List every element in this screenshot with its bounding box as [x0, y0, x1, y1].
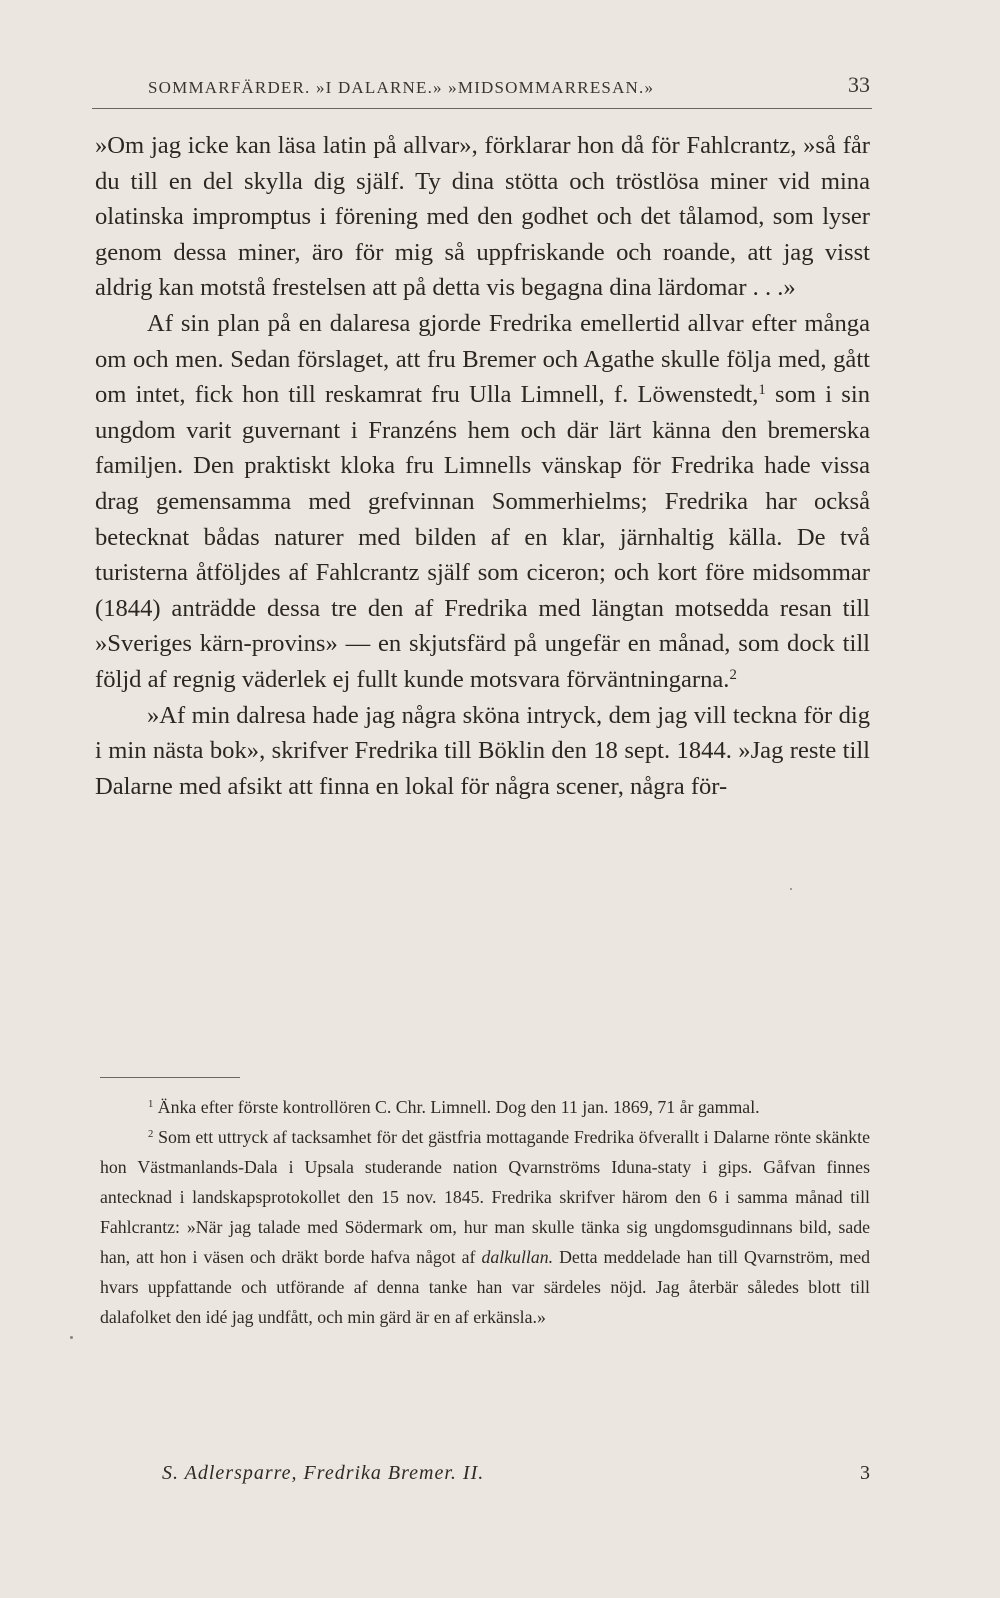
page-number: 33	[848, 72, 870, 97]
footnotes	[100, 1092, 870, 1332]
running-title: SOMMARFÄRDER. »I DALARNE.» »MIDSOMMARRESAN.»	[148, 78, 655, 97]
footnote-1-mark: 1	[148, 1098, 154, 1111]
paragraph-3: »Af min dalresa hade jag några sköna intryck, dem jag vill teckna för dig i min nästa bok», skrifver Fredrika till Böklin den 18 sept. 1844. »Jag reste till Dalarne med afsikt att finna en lokal för några scener, några för-	[95, 701, 870, 800]
footnote-rule	[100, 1077, 240, 1078]
signature-text: S. Adlersparre, Fredrika Bremer. II.	[162, 1462, 485, 1484]
main-text	[95, 128, 870, 804]
footnote-ref-2: 2	[729, 666, 737, 683]
paper-speck	[70, 1336, 73, 1339]
footnote-2-text: Som ett uttryck af tacksamhet för det gästfria mottagande Fredrika öfverallt i Dalarne rönte skänkte hon Västmanlands-Dala i Upsala studerande nation Qvarnströms Iduna-staty i gips. Gåfvan finnes antecknad i landskapsprotokollet den 15 nov. 1845. Fredrika skrifver härom den 6 i samma månad till Fahlcrantz: »När jag talade med Södermark om, hur man skulle tänka sig ungdomsgudinnans bild, sade han, att hon i väsen och dräkt borde hafva något af	[100, 1127, 870, 1267]
header-rule	[92, 108, 872, 109]
paper-speck	[790, 888, 792, 890]
footnote-2-mark: 2	[148, 1128, 154, 1141]
footnote-2-text-continued: Detta meddelade han till Qvarnström, med hvars uppfattande och utförande af denna tanke han var särdeles nöjd. Jag återbär således blott till dalafolket den idé jag undfått, och min gärd är en af erkänsla.»	[100, 1247, 870, 1327]
signature-line	[162, 1462, 870, 1492]
paragraph-2-text: Af sin plan på en dalaresa gjorde Fredrika emellertid allvar efter många om och men. Sedan förslaget, att fru Bremer och Agathe skulle följa med, gått om intet, fick hon till reskamrat fru Ulla Limnell, f. Löwenstedt,	[95, 309, 870, 409]
paragraph-1: »Om jag icke kan läsa latin på allvar», förklarar hon då för Fahlcrantz, »så får du till en del skylla dig själf. Ty dina stötta och tröstlösa miner vid mina olatinska impromptus i förening med den godhet och det tålamod, som lyser genom dessa miner, äro för mig så uppfriskande och roande, att jag visst aldrig kan motstå frestelsen att på detta vis begagna dina lärdomar . . .»	[95, 132, 870, 302]
page-header	[148, 72, 870, 102]
footnote-2	[100, 1122, 870, 1332]
footnote-2-italic: dalkullan.	[481, 1247, 554, 1267]
footnote-1	[100, 1092, 870, 1122]
paragraph-2-continued: som i sin ungdom varit guvernant i Franzéns hem och där lärt känna den bremerska familjen. Den praktiskt kloka fru Limnells vänskap för Fredrika hade vissa drag gemensamma med grefvinnan Sommerhielms; Fredrika har också betecknat bådas naturer med bilden af en klar, järnhaltig källa. De två turisterna åtföljdes af Fahlcrantz själf som ciceron; och kort före midsommar (1844) anträdde dessa tre den af Fredrika med längtan motsedda resan till »Sveriges kärn-provins» — en skjutsfärd på ungefär en månad, som dock till följd af regnig väderlek ej fullt kunde motsvara förväntningarna.	[95, 381, 871, 693]
footnote-ref-1: 1	[758, 382, 766, 399]
sheet-number: 3	[860, 1462, 870, 1484]
footnote-1-text: Änka efter förste kontrollören C. Chr. Limnell. Dog den 11 jan. 1869, 71 år gammal.	[157, 1097, 760, 1117]
paragraph-2	[95, 306, 870, 698]
